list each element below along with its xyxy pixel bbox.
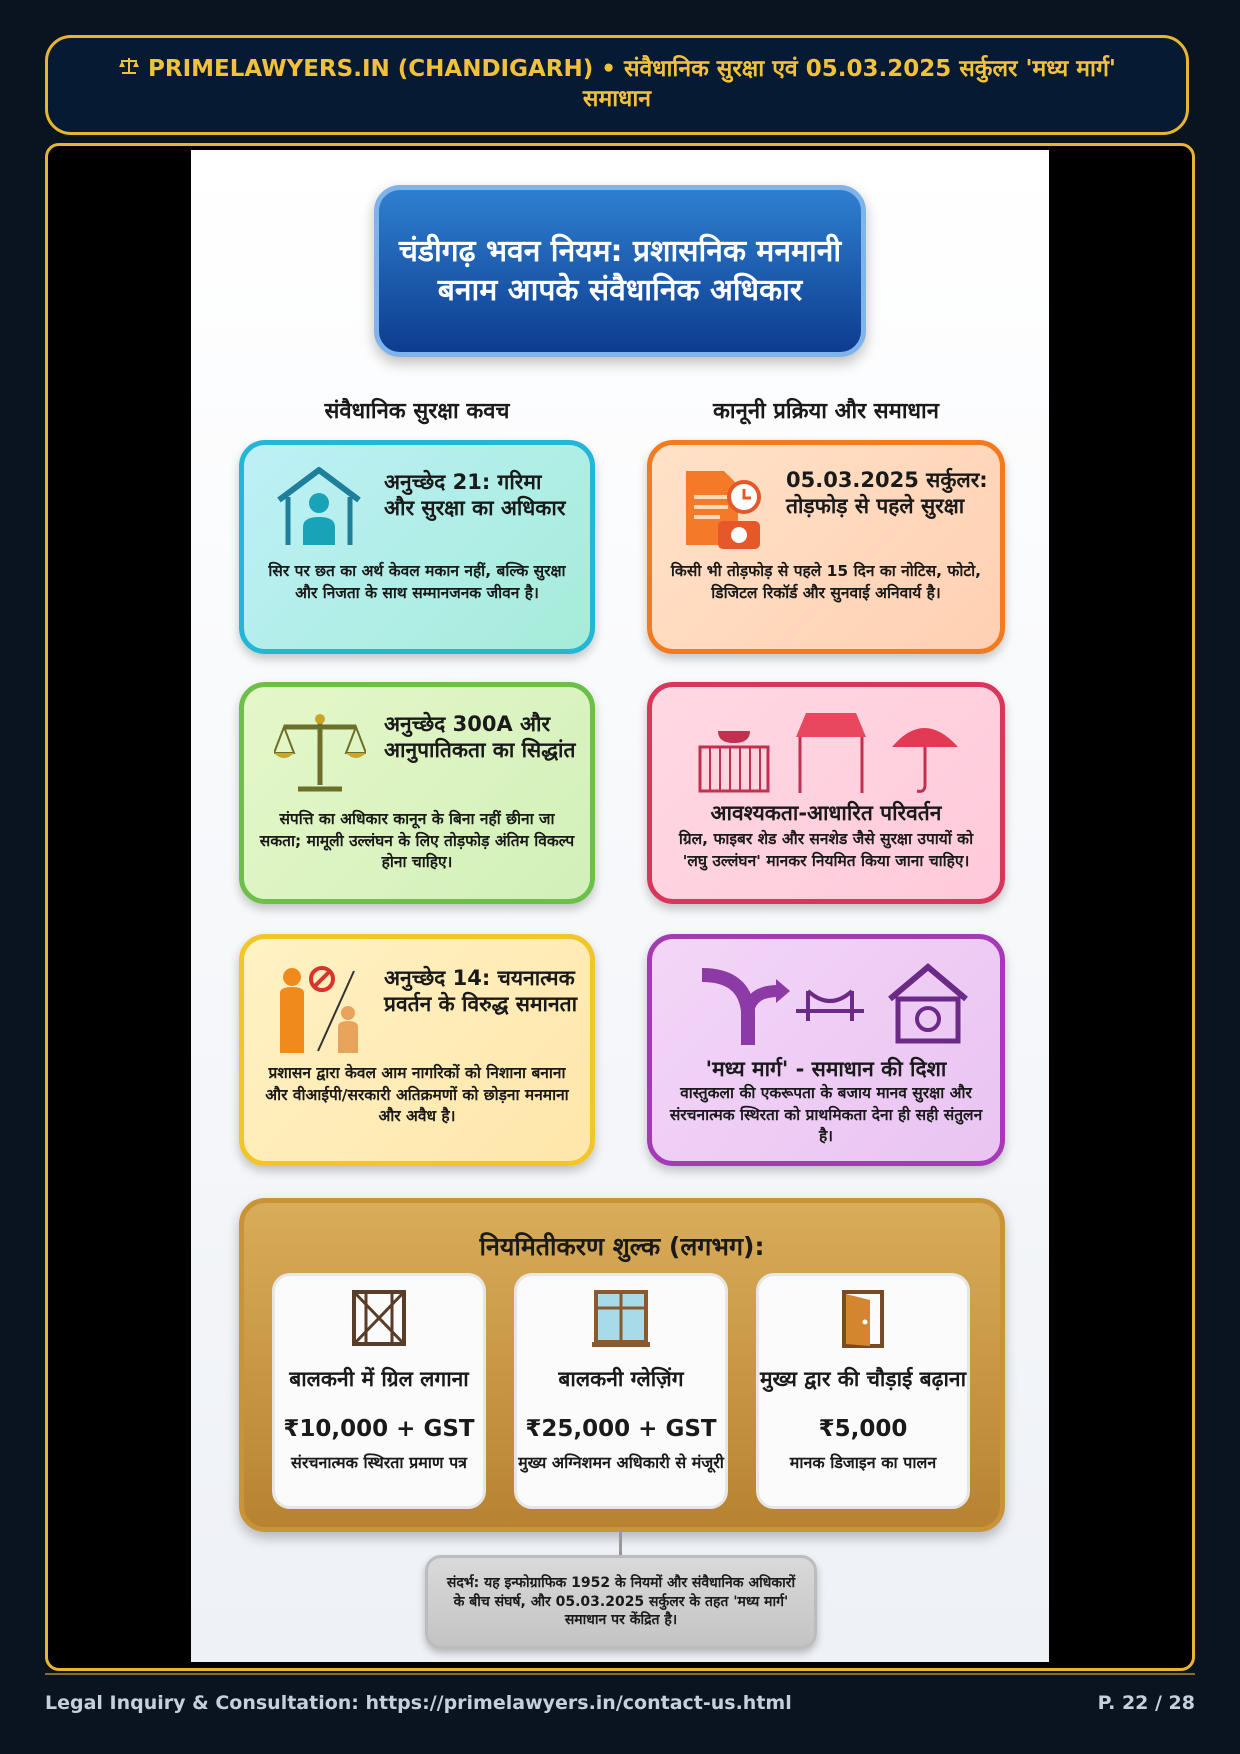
grill-shed-umbrella-icon (696, 707, 966, 797)
fee-item-price: ₹5,000 (818, 1416, 908, 1442)
right-column-heading: कानूनी प्रक्रिया और समाधान (713, 399, 939, 424)
card-title: आवश्यकता-आधारित परिवर्तन (710, 801, 942, 825)
card-body: संपत्ति का अधिकार कानून के बिना नहीं छीना जा सकता; मामूली उल्लंघन के लिए तोड़फोड़ अंतिम विकल्प होना चाहिए। (259, 810, 575, 872)
balance-scale-icon (274, 711, 366, 795)
fee-item-price: ₹10,000 + GST (283, 1416, 475, 1442)
fee-item-note: मानक डिजाइन का पालन (789, 1453, 937, 1472)
card-body: किसी भी तोड़फोड़ से पहले 15 दिन का नोटिस, फोटो, डिजिटल रिकॉर्ड और सुनवाई अनिवार्य है। (670, 562, 982, 602)
page-header (45, 35, 1189, 135)
fee-item (272, 1273, 486, 1509)
fee-item-note: मुख्य अग्निशमन अधिकारी से मंजूरी (518, 1453, 724, 1472)
path-bridge-house-icon (698, 961, 968, 1045)
page-number: P. 22 / 28 (1097, 1692, 1195, 1714)
house-person-icon (274, 465, 364, 547)
need-based-change-card (647, 682, 1005, 904)
header-title (88, 55, 1146, 115)
footer-divider (45, 1673, 1195, 1675)
middle-path-card (647, 934, 1005, 1166)
fee-item-label: मुख्य द्वार की चौड़ाई बढ़ाना (759, 1366, 967, 1391)
fee-item (756, 1273, 970, 1509)
card-body: सिर पर छत का अर्थ केवल मकान नहीं, बल्कि सुरक्षा और निजता के साथ सम्मानजनक जीवन है। (268, 562, 566, 602)
card-body: ग्रिल, फाइबर शेड और सनशेड जैसे सुरक्षा उपायों को 'लघु उल्लंघन' मानकर नियमित किया जाना चाहिए। (678, 830, 974, 870)
regularization-fee-panel (239, 1198, 1005, 1532)
scale-icon (118, 55, 140, 85)
reference-note: संदर्भ: यह इन्फोग्राफिक 1952 के नियमों और संवैधानिक अधिकारों के बीच संघर्ष, और 05.03.2025 सर्कुलर के तहत 'मध्य मार्ग' समाधान पर केंद्रित है। (425, 1555, 817, 1649)
header-title-text: PRIMELAWYERS.IN (CHANDIGARH) • संवैधानिक सुरक्षा एवं 05.03.2025 सर्कुलर 'मध्य मार्ग' समाधान (148, 56, 1116, 112)
balcony-grill-icon (348, 1288, 410, 1348)
fee-item-label: बालकनी में ग्रिल लगाना (289, 1366, 469, 1391)
card-body: वास्तुकला की एकरूपता के बजाय मानव सुरक्षा और संरचनात्मक स्थिरता को प्राथमिकता देना ही सही संतुलन है। (669, 1084, 983, 1146)
fee-title: नियमितीकरण शुल्क (लगभग): (479, 1232, 765, 1261)
circular-card (647, 440, 1005, 654)
document-camera-icon (680, 467, 768, 551)
fee-item-price: ₹25,000 + GST (525, 1416, 717, 1442)
reference-connector (619, 1530, 622, 1556)
window-glazing-icon (590, 1288, 652, 1348)
card-title: अनुच्छेद 300A और आनुपातिकता का सिद्धांत (384, 712, 576, 763)
article-300a-card (239, 682, 595, 904)
article-14-card (239, 934, 595, 1166)
card-title: अनुच्छेद 14: चयनात्मक प्रवर्तन के विरुद्ध समानता (384, 966, 578, 1017)
vip-inequality-icon (274, 965, 366, 1057)
fee-item-label: बालकनी ग्लेज़िंग (558, 1366, 684, 1391)
card-title: 'मध्य मार्ग' - समाधान की दिशा (705, 1057, 947, 1081)
infographic (191, 150, 1049, 1662)
fee-item (514, 1273, 728, 1509)
left-column-heading: संवैधानिक सुरक्षा कवच (324, 399, 510, 424)
door-icon (832, 1288, 894, 1348)
footer-contact[interactable]: Legal Inquiry & Consultation: https://primelawyers.in/contact-us.html (45, 1692, 792, 1714)
card-title: अनुच्छेद 21: गरिमा और सुरक्षा का अधिकार (384, 470, 566, 521)
infographic-title-box (374, 185, 866, 357)
card-title: 05.03.2025 सर्कुलर: तोड़फोड़ से पहले सुरक्षा (786, 468, 988, 519)
infographic-title: चंडीगढ़ भवन नियम: प्रशासनिक मनमानी बनाम आपके संवैधानिक अधिकार (398, 234, 842, 308)
fee-item-note: संरचनात्मक स्थिरता प्रमाण पत्र (291, 1453, 467, 1472)
article-21-card (239, 440, 595, 654)
card-body: प्रशासन द्वारा केवल आम नागरिकों को निशाना बनाना और वीआईपी/सरकारी अतिक्रमणों को छोड़ना मनमाना और अवैध है। (265, 1064, 569, 1126)
